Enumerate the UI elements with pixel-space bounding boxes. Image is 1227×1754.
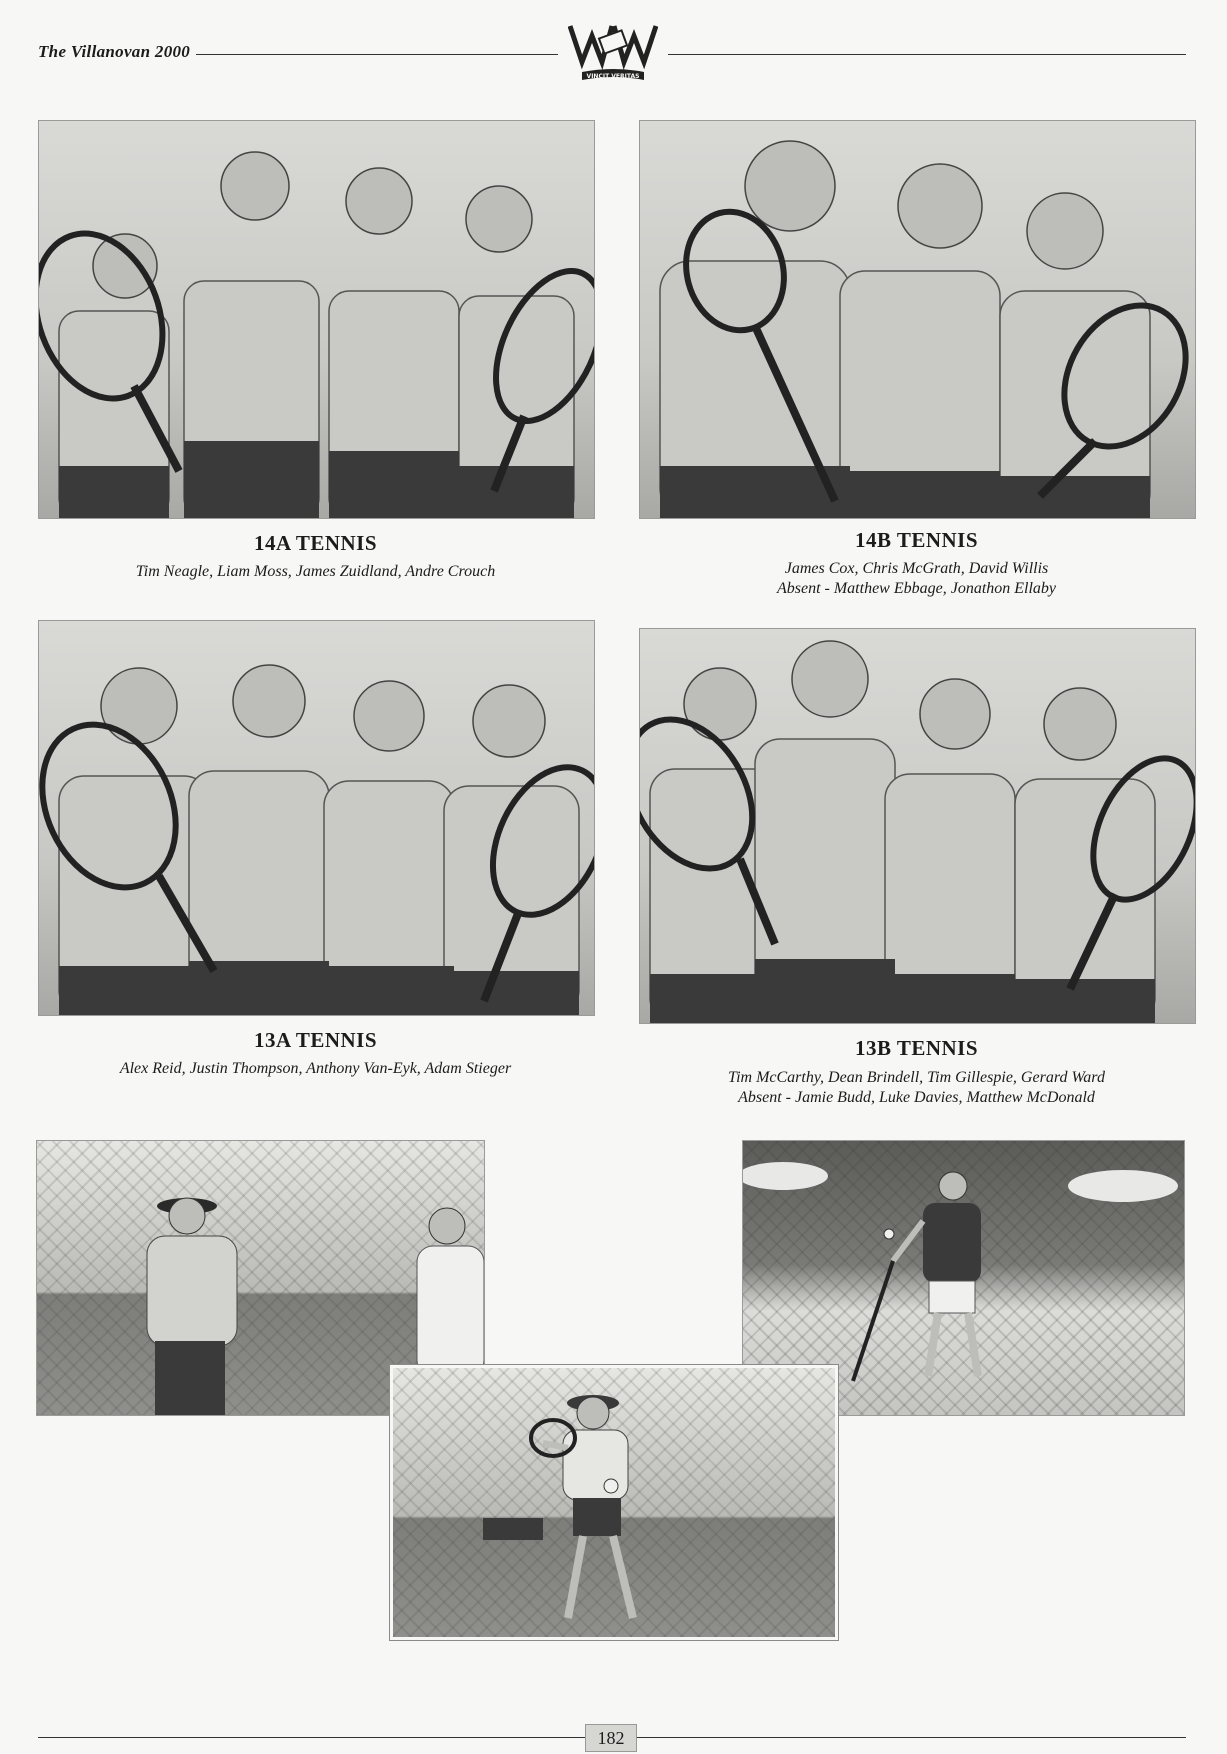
photo-absent-13b: Absent - Jamie Budd, Luke Davies, Matthew McDonald	[738, 1089, 1095, 1106]
photo-title-14b: 14B TENNIS	[854, 528, 979, 552]
header-rule-right	[668, 54, 1186, 55]
action-photo-forehand	[390, 1365, 838, 1640]
footer-rule-right	[635, 1737, 1186, 1738]
team-photo-14b	[639, 120, 1196, 519]
team-photo-13a	[38, 620, 595, 1016]
crest-motto: VINCIT VERITAS	[586, 73, 640, 80]
photo-names-13a: Alex Reid, Justin Thompson, Anthony Van-Eyk, Adam Stieger	[119, 1060, 512, 1077]
photo-names-14b: James Cox, Chris McGrath, David Willis	[784, 560, 1049, 577]
team-photo-13b	[639, 628, 1196, 1024]
page-number: 182	[585, 1724, 637, 1752]
photo-absent-14b: Absent - Matthew Ebbage, Jonathon Ellaby	[776, 580, 1057, 597]
team-photo-14a	[38, 120, 595, 519]
photo-title-14a: 14A TENNIS	[253, 531, 378, 555]
photo-title-13a: 13A TENNIS	[253, 1028, 378, 1052]
photo-names-14a: Tim Neagle, Liam Moss, James Zuidland, Andre Crouch	[135, 563, 496, 580]
header-rule-left	[196, 54, 558, 55]
footer-rule-left	[38, 1737, 585, 1738]
photo-names-13b: Tim McCarthy, Dean Brindell, Tim Gillespie, Gerard Ward	[728, 1069, 1105, 1086]
running-header-title: The Villanovan 2000	[38, 42, 191, 61]
photo-title-13b: 13B TENNIS	[854, 1036, 979, 1060]
school-crest-icon	[568, 22, 658, 84]
